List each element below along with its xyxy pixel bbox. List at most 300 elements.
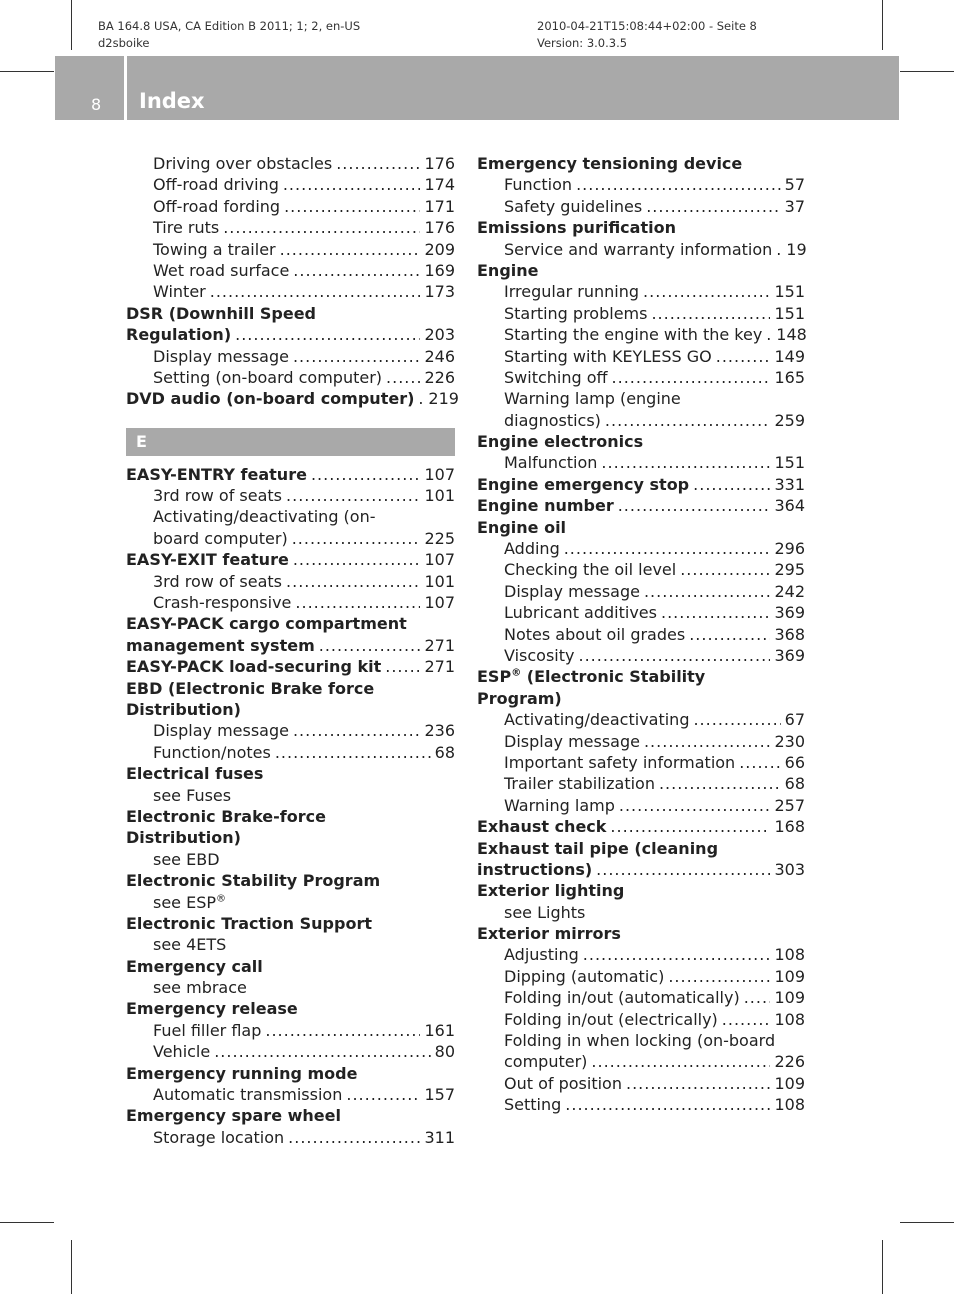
- index-entry: [477, 474, 805, 495]
- entry-page-number: 101: [424, 486, 455, 506]
- entry-term: Lubricant additives: [504, 603, 657, 623]
- entry-page-number: 107: [424, 550, 455, 570]
- dot-leader: [235, 324, 420, 345]
- entry-term: Exhaust check: [477, 817, 607, 837]
- index-entry: [477, 795, 805, 816]
- entry-page-number: 109: [774, 1073, 805, 1093]
- entry-term: Folding in/out (automatically): [504, 988, 740, 1008]
- index-entry: [126, 1127, 455, 1148]
- index-entry: [477, 944, 805, 965]
- index-entry: [126, 528, 455, 549]
- index-list: [126, 153, 459, 410]
- dot-leader: [605, 410, 771, 431]
- entry-page-number: 67: [784, 710, 805, 730]
- entry-page-number: 203: [424, 325, 455, 345]
- index-entry: [477, 923, 805, 944]
- entry-term: Program): [477, 688, 562, 708]
- entry-term: Engine: [477, 260, 539, 280]
- dot-leader: [283, 174, 421, 195]
- index-entry: [126, 217, 455, 238]
- entry-term: Automatic transmission: [153, 1085, 343, 1105]
- entry-term: Starting the engine with the key: [504, 325, 763, 345]
- entry-term: Off-road fording: [153, 196, 281, 216]
- index-entry: [126, 870, 455, 891]
- entry-term: EASY-PACK load-securing kit: [126, 657, 382, 677]
- entry-term: Crash-responsive: [153, 593, 292, 613]
- entry-term: Setting: [504, 1095, 562, 1115]
- index-entry: [126, 1105, 455, 1126]
- entry-term: Electronic Traction Support: [126, 913, 372, 933]
- dot-leader: [286, 571, 420, 592]
- entry-page-number: 149: [774, 346, 805, 366]
- entry-term: Wet road surface: [153, 260, 290, 280]
- index-entry: [126, 506, 455, 527]
- crop-mark: [71, 1240, 72, 1294]
- entry-term: Irregular running: [504, 282, 640, 302]
- index-entry: [477, 880, 805, 901]
- dot-leader: [385, 656, 420, 677]
- index-entry: [126, 1041, 455, 1062]
- meta-line: 2010-04-21T15:08:44+02:00 - Seite 8: [537, 19, 757, 33]
- entry-page-number: 226: [774, 1052, 805, 1072]
- index-entry: [477, 538, 805, 559]
- index-entry: [477, 559, 805, 580]
- meta-line: BA 164.8 USA, CA Edition B 2011; 1; 2, en-US: [98, 19, 361, 33]
- dot-leader: [766, 324, 772, 345]
- index-entry: [477, 1030, 805, 1051]
- dot-leader: [386, 367, 420, 388]
- crop-mark: [900, 1222, 954, 1223]
- entry-term: DSR (Downhill Speed: [126, 303, 316, 323]
- entry-term: Starting problems: [504, 303, 648, 323]
- dot-leader: [626, 1073, 770, 1094]
- print-meta-left: [98, 18, 360, 52]
- entry-page-number: 148: [776, 325, 807, 345]
- dot-leader: [275, 742, 431, 763]
- entry-term: Emissions purification: [477, 218, 676, 238]
- entry-term: Safety guidelines: [504, 196, 643, 216]
- dot-leader: [680, 559, 770, 580]
- entry-term: Emergency tensioning device: [477, 154, 743, 173]
- index-entry: [477, 260, 805, 281]
- entry-page-number: 108: [774, 1009, 805, 1029]
- dot-leader: [716, 346, 771, 367]
- entry-page-number: 271: [424, 657, 455, 677]
- entry-term: Adding: [504, 539, 560, 559]
- index-entry: [126, 153, 455, 174]
- dot-leader: [295, 592, 420, 613]
- dot-leader: [739, 752, 780, 773]
- entry-term: DVD audio (on-board computer): [126, 389, 415, 409]
- entry-term: Storage location: [153, 1127, 285, 1147]
- index-entry: [477, 196, 805, 217]
- entry-page-number: 57: [784, 175, 805, 195]
- index-entry: [126, 367, 455, 388]
- index-entry: [477, 1073, 805, 1094]
- index-entry: [477, 859, 805, 880]
- entry-page-number: 176: [424, 218, 455, 238]
- entry-term: Engine oil: [477, 517, 567, 537]
- index-entry: [477, 517, 805, 538]
- entry-term: see Lights: [504, 902, 586, 922]
- index-entry: [126, 281, 455, 302]
- index-column-right: [477, 153, 805, 1116]
- dot-leader: [564, 538, 771, 559]
- entry-page-number: 19: [786, 239, 807, 259]
- index-entry: [126, 388, 459, 409]
- dot-leader: [293, 720, 420, 741]
- entry-page-number: 169: [424, 260, 455, 280]
- entry-term: Engine number: [477, 496, 614, 516]
- entry-page-number: 108: [774, 1095, 805, 1115]
- entry-page-number: 80: [434, 1042, 455, 1062]
- dot-leader: [744, 987, 771, 1008]
- index-list: [126, 464, 455, 1149]
- page-number: 8: [91, 95, 102, 114]
- entry-term: instructions): [477, 859, 593, 879]
- dot-leader: [265, 1020, 420, 1041]
- entry-term: Out of position: [504, 1073, 622, 1093]
- index-entry: [477, 731, 805, 752]
- entry-term: Display message: [153, 346, 289, 366]
- entry-term: Engine electronics: [477, 432, 644, 452]
- index-entry: [477, 324, 805, 345]
- dot-leader: [646, 196, 780, 217]
- dot-leader: [418, 388, 424, 409]
- header-divider: [124, 56, 127, 120]
- meta-line: d2sboike: [98, 36, 150, 50]
- index-entry: [477, 1009, 805, 1030]
- index-entry: [477, 239, 805, 260]
- dot-leader: [591, 1051, 770, 1072]
- dot-leader: [293, 260, 420, 281]
- entry-term: Regulation): [126, 325, 232, 345]
- index-entry: [126, 827, 455, 848]
- entry-term: 3rd row of seats: [153, 486, 283, 506]
- index-entry: [126, 977, 455, 998]
- index-entry: [477, 367, 805, 388]
- entry-term: Notes about oil grades: [504, 624, 686, 644]
- index-entry: [477, 602, 805, 623]
- dot-leader: [722, 1009, 771, 1030]
- entry-page-number: 66: [784, 752, 805, 772]
- dot-leader: [661, 602, 770, 623]
- index-entry: [126, 892, 455, 913]
- index-entry: [477, 666, 805, 687]
- dot-leader: [693, 474, 770, 495]
- entry-page-number: 151: [774, 282, 805, 302]
- crop-mark: [0, 71, 54, 72]
- dot-leader: [288, 1127, 420, 1148]
- entry-term: Adjusting: [504, 945, 579, 965]
- dot-leader: [280, 239, 421, 260]
- index-entry: [477, 987, 805, 1008]
- index-entry: [477, 902, 805, 923]
- index-entry: [126, 239, 455, 260]
- entry-term: see ESP®: [153, 892, 227, 912]
- crop-mark: [900, 71, 954, 72]
- index-entry: [126, 174, 455, 195]
- entry-term: Function/notes: [153, 742, 271, 762]
- page-title: Index: [139, 89, 205, 113]
- entry-term: see Fuses: [153, 785, 232, 805]
- entry-page-number: 151: [774, 453, 805, 473]
- entry-page-number: 176: [424, 154, 455, 173]
- entry-page-number: 303: [774, 859, 805, 879]
- entry-term: Driving over obstacles: [153, 154, 333, 173]
- index-entry: [477, 1094, 805, 1115]
- entry-term: Towing a trailer: [153, 239, 276, 259]
- index-entry: [126, 485, 455, 506]
- dot-leader: [292, 528, 421, 549]
- entry-term: management system: [126, 635, 315, 655]
- entry-page-number: 161: [424, 1020, 455, 1040]
- entry-term: Distribution): [126, 828, 241, 848]
- index-list: [477, 153, 805, 1116]
- entry-page-number: 331: [774, 474, 805, 494]
- entry-page-number: 108: [774, 945, 805, 965]
- entry-page-number: 259: [774, 410, 805, 430]
- entry-term: Electronic Brake-force: [126, 806, 326, 826]
- entry-term: EBD (Electronic Brake force: [126, 678, 375, 698]
- entry-term: Distribution): [126, 699, 241, 719]
- dot-leader: [659, 773, 781, 794]
- entry-term: ESP® (Electronic Stability: [477, 667, 706, 687]
- entry-page-number: 109: [774, 988, 805, 1008]
- entry-term: see 4ETS: [153, 935, 227, 955]
- entry-term: Winter: [153, 282, 206, 302]
- entry-page-number: 37: [784, 196, 805, 216]
- entry-term: Function: [504, 175, 573, 195]
- index-entry: [477, 303, 805, 324]
- entry-term: Checking the oil level: [504, 560, 677, 580]
- index-column-left: [126, 153, 459, 1148]
- entry-term: Activating/deactivating (on-: [153, 507, 376, 527]
- dot-leader: [293, 549, 421, 570]
- index-entry: [477, 174, 805, 195]
- crop-mark: [882, 1240, 883, 1294]
- dot-leader: [651, 303, 770, 324]
- entry-page-number: 296: [774, 539, 805, 559]
- entry-page-number: 257: [774, 795, 805, 815]
- entry-page-number: 236: [424, 721, 455, 741]
- entry-term: Exhaust tail pipe (cleaning: [477, 838, 719, 858]
- dot-leader: [578, 645, 770, 666]
- entry-term: Off-road driving: [153, 175, 279, 195]
- index-entry: [477, 838, 805, 859]
- crop-mark: [0, 1222, 54, 1223]
- entry-page-number: 209: [424, 239, 455, 259]
- entry-page-number: 151: [774, 303, 805, 323]
- entry-page-number: 271: [424, 635, 455, 655]
- entry-term: 3rd row of seats: [153, 571, 283, 591]
- dot-leader: [776, 239, 782, 260]
- index-entry: [126, 1020, 455, 1041]
- index-entry: [126, 464, 455, 485]
- index-entry: [126, 303, 455, 324]
- index-entry: [126, 635, 455, 656]
- index-entry: [477, 153, 805, 174]
- index-entry: [477, 966, 805, 987]
- index-entry: [126, 998, 455, 1019]
- entry-term: Exterior mirrors: [477, 924, 621, 944]
- entry-page-number: 157: [424, 1085, 455, 1105]
- entry-term: Service and warranty information: [504, 239, 773, 259]
- dot-leader: [223, 217, 420, 238]
- entry-term: Folding in/out (electrically): [504, 1009, 718, 1029]
- index-entry: [477, 624, 805, 645]
- dot-leader: [576, 174, 781, 195]
- entry-term: board computer): [153, 528, 288, 548]
- entry-page-number: 369: [774, 603, 805, 623]
- index-entry: [477, 388, 805, 409]
- entry-page-number: 165: [774, 367, 805, 387]
- entry-term: Important safety information: [504, 752, 736, 772]
- index-entry: [126, 934, 455, 955]
- entry-term: Engine emergency stop: [477, 474, 690, 494]
- dot-leader: [612, 367, 771, 388]
- dot-leader: [284, 196, 420, 217]
- entry-term: Warning lamp (engine: [504, 389, 681, 409]
- index-entry: [126, 346, 455, 367]
- entry-term: Emergency release: [126, 999, 298, 1019]
- entry-term: Warning lamp: [504, 795, 615, 815]
- index-entry: [126, 956, 455, 977]
- dot-leader: [311, 464, 421, 485]
- index-entry: [126, 913, 455, 934]
- dot-leader: [601, 452, 770, 473]
- entry-page-number: 246: [424, 346, 455, 366]
- print-meta-right: [537, 18, 757, 52]
- crop-mark: [882, 0, 883, 50]
- index-entry: [477, 410, 805, 431]
- dot-leader: [319, 635, 421, 656]
- entry-term: Tire ruts: [153, 218, 220, 238]
- entry-page-number: 369: [774, 645, 805, 665]
- entry-page-number: 225: [424, 528, 455, 548]
- entry-page-number: 364: [774, 496, 805, 516]
- dot-leader: [336, 153, 420, 174]
- entry-page-number: 168: [774, 817, 805, 837]
- dot-leader: [293, 346, 420, 367]
- entry-term: Setting (on-board computer): [153, 367, 383, 387]
- entry-term: see EBD: [153, 849, 220, 869]
- index-entry: [477, 816, 805, 837]
- entry-term: Viscosity: [504, 645, 575, 665]
- entry-term: Exterior lighting: [477, 881, 625, 901]
- entry-page-number: 107: [424, 464, 455, 484]
- entry-term: Vehicle: [153, 1042, 211, 1062]
- entry-term: EASY-ENTRY feature: [126, 464, 307, 484]
- dot-leader: [346, 1084, 420, 1105]
- entry-term: Fuel filler flap: [153, 1020, 262, 1040]
- entry-page-number: 68: [434, 742, 455, 762]
- index-entry: [126, 1063, 455, 1084]
- dot-leader: [565, 1094, 770, 1115]
- entry-term: Emergency running mode: [126, 1063, 358, 1083]
- index-entry: [126, 699, 455, 720]
- index-entry: [126, 742, 455, 763]
- index-entry: [477, 346, 805, 367]
- crop-mark: [71, 0, 72, 50]
- index-entry: [477, 281, 805, 302]
- index-entry: [126, 656, 455, 677]
- index-entry: [126, 196, 455, 217]
- entry-term: see mbrace: [153, 978, 247, 998]
- index-entry: [126, 571, 455, 592]
- entry-page-number: 101: [424, 571, 455, 591]
- index-entry: [477, 431, 805, 452]
- entry-page-number: 173: [424, 282, 455, 302]
- entry-term: Malfunction: [504, 453, 598, 473]
- index-entry: [126, 806, 455, 827]
- dot-leader: [689, 624, 770, 645]
- entry-term: Dipping (automatic): [504, 966, 665, 986]
- dot-leader: [596, 859, 770, 880]
- entry-term: EASY-EXIT feature: [126, 550, 289, 570]
- entry-page-number: 107: [424, 593, 455, 613]
- dot-leader: [643, 281, 770, 302]
- entry-term: Folding in when locking (on-board: [504, 1031, 776, 1051]
- index-entry: [477, 1051, 805, 1072]
- dot-leader: [610, 816, 770, 837]
- entry-term: Display message: [504, 581, 640, 601]
- index-entry: [126, 613, 455, 634]
- index-entry: [126, 549, 455, 570]
- index-entry: [477, 645, 805, 666]
- index-entry: [477, 452, 805, 473]
- index-entry: [477, 581, 805, 602]
- dot-leader: [644, 731, 770, 752]
- index-entry: [126, 1084, 455, 1105]
- entry-term: computer): [504, 1052, 588, 1072]
- dot-leader: [214, 1041, 430, 1062]
- dot-leader: [668, 966, 770, 987]
- meta-line: Version: 3.0.3.5: [537, 36, 628, 50]
- entry-term: Display message: [504, 731, 640, 751]
- entry-page-number: 68: [784, 774, 805, 794]
- entry-page-number: 230: [774, 731, 805, 751]
- entry-page-number: 311: [424, 1127, 455, 1147]
- index-entry: [126, 678, 455, 699]
- index-entry: [477, 495, 805, 516]
- dot-leader: [693, 709, 780, 730]
- entry-page-number: 219: [428, 389, 459, 409]
- entry-term: Emergency spare wheel: [126, 1106, 341, 1126]
- index-entry: [126, 763, 455, 784]
- entry-term: EASY-PACK cargo compartment: [126, 614, 407, 634]
- entry-term: Display message: [153, 721, 289, 741]
- index-entry: [126, 785, 455, 806]
- entry-term: Emergency call: [126, 956, 263, 976]
- section-header-e: E: [126, 428, 455, 456]
- entry-page-number: 242: [774, 581, 805, 601]
- index-entry: [126, 720, 455, 741]
- entry-page-number: 368: [774, 624, 805, 644]
- entry-term: Trailer stabilization: [504, 774, 655, 794]
- index-entry: [477, 688, 805, 709]
- index-entry: [477, 773, 805, 794]
- index-entry: [477, 709, 805, 730]
- index-entry: [477, 217, 805, 238]
- entry-term: Switching off: [504, 367, 608, 387]
- index-entry: [126, 324, 455, 345]
- entry-page-number: 295: [774, 560, 805, 580]
- index-entry: [126, 849, 455, 870]
- entry-term: Starting with KEYLESS GO: [504, 346, 712, 366]
- entry-term: diagnostics): [504, 410, 601, 430]
- entry-term: Activating/deactivating: [504, 710, 690, 730]
